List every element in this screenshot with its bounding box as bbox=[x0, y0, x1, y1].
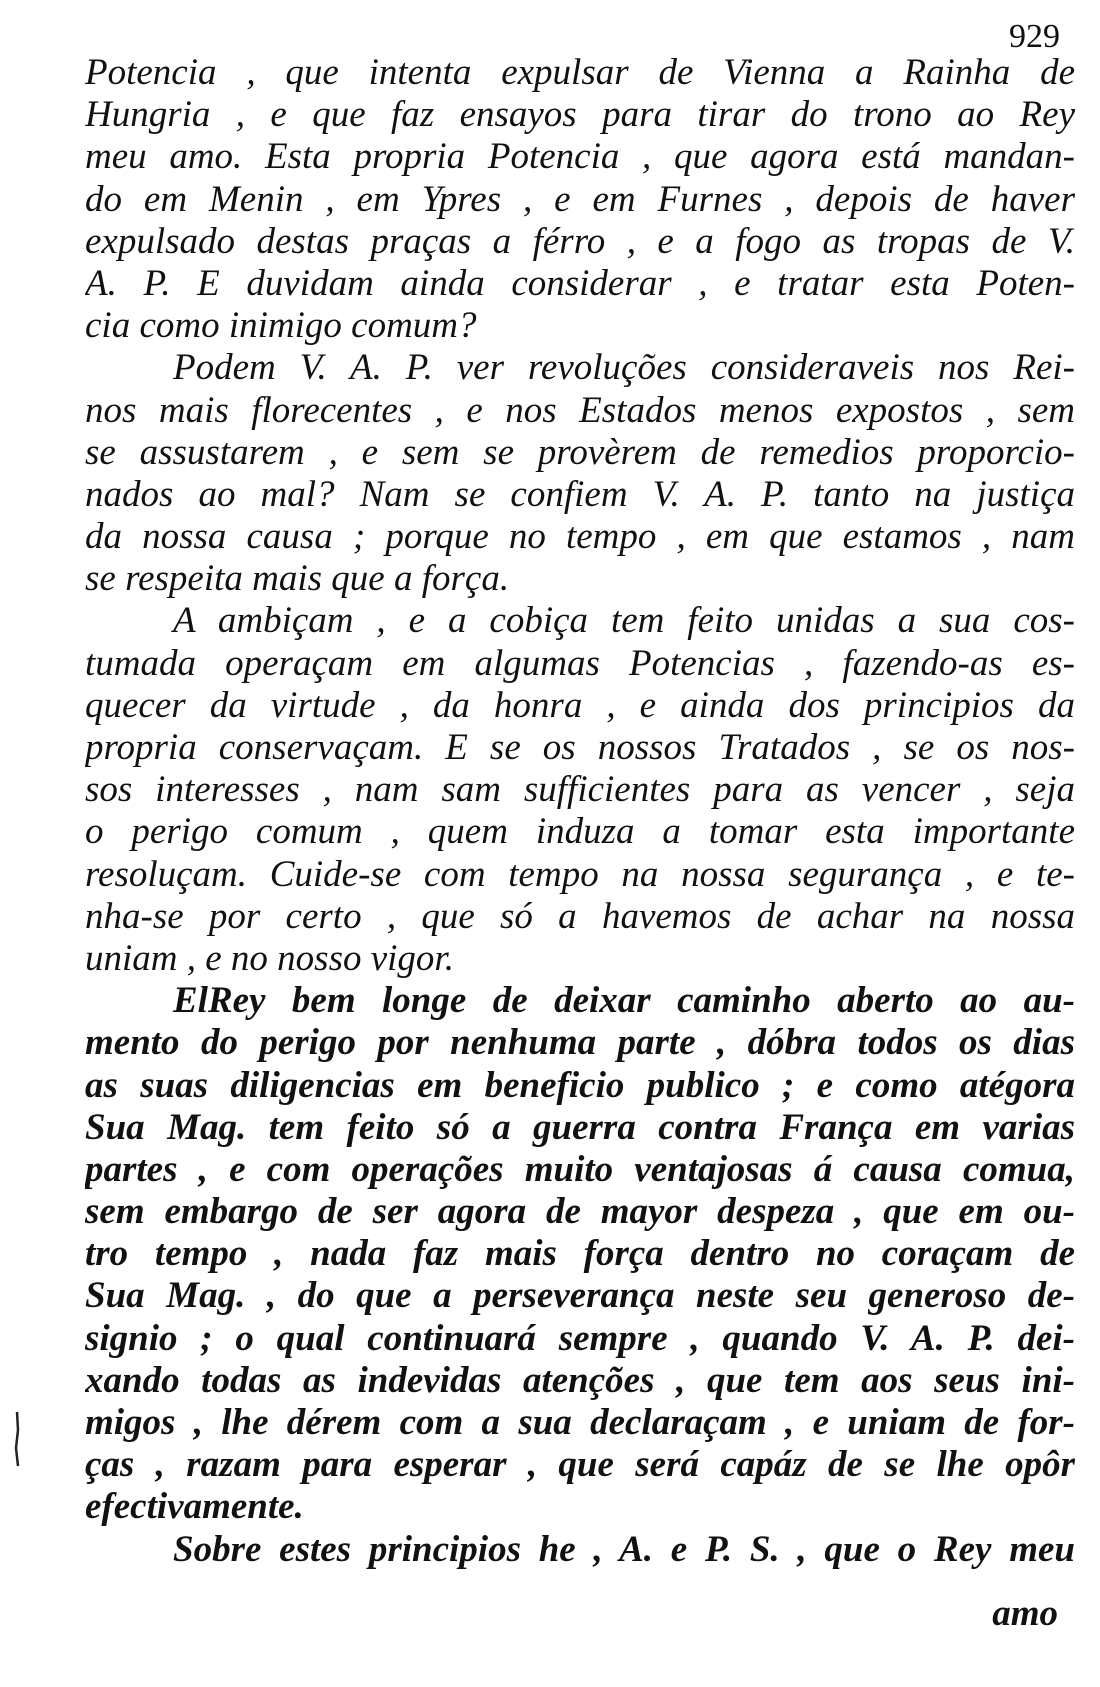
text-line: A. P. E duvidam ainda considerar , e tratar esta Poten- bbox=[85, 262, 1075, 304]
text-line: o perigo comum , quem induza a tomar esta importante bbox=[85, 811, 1075, 853]
text-line: expulsado destas praças a férro , e a fogo as tropas de V. bbox=[85, 220, 1075, 262]
text-line: resoluçam. Cuide-se com tempo na nossa segurança , e te- bbox=[85, 853, 1075, 895]
text-line: Sobre estes principios he , A. e P. S. , que o Rey meu bbox=[173, 1528, 1075, 1570]
text-line: as suas diligencias em beneficio publico ; e como atégora bbox=[85, 1064, 1075, 1106]
text-line: da nossa causa ; porque no tempo , em que estamos , nam bbox=[85, 516, 1075, 558]
text-line: tumada operaçam em algumas Potencias , fazendo-as es- bbox=[85, 642, 1075, 684]
text-line: partes , e com operações muito ventajosas á causa comua, bbox=[85, 1148, 1075, 1190]
text-line: Podem V. A. P. ver revoluções consideraveis nos Rei- bbox=[173, 347, 1075, 389]
text-line: mento do perigo por nenhuma parte , dóbra todos os dias bbox=[85, 1022, 1075, 1064]
text-line: nha-se por certo , que só a havemos de achar na nossa bbox=[85, 895, 1075, 937]
page-number: 929 bbox=[1009, 18, 1060, 55]
text-line: sos interesses , nam sam sufficientes para as vencer , seja bbox=[85, 769, 1075, 811]
text-line: nados ao mal? Nam se confiem V. A. P. tanto na justiça bbox=[85, 473, 1075, 515]
text-line: xando todas as indevidas atenções , que tem aos seus ini- bbox=[85, 1359, 1075, 1401]
body-text bbox=[85, 52, 1075, 1571]
text-line: nos mais florecentes , e nos Estados menos expostos , sem bbox=[85, 389, 1075, 431]
text-line: se respeita mais que a força. bbox=[85, 558, 510, 600]
text-line: quecer da virtude , da honra , e ainda dos principios da bbox=[85, 684, 1075, 726]
text-line: migos , lhe dérem com a sua declaraçam , e uniam de for- bbox=[85, 1402, 1075, 1443]
text-line: cia como inimigo comum? bbox=[85, 305, 477, 347]
text-line: Sua Mag. tem feito só a guerra contra França em varias bbox=[85, 1106, 1075, 1148]
text-line: uniam , e no nosso vigor. bbox=[85, 937, 454, 979]
text-line: Potencia , que intenta expulsar de Vienna a Rainha de bbox=[85, 52, 1075, 93]
catchword: amo bbox=[992, 1593, 1058, 1634]
text-line: ças , razam para esperar , que será capáz de se lhe opôr bbox=[85, 1444, 1075, 1486]
text-line: efectivamente. bbox=[85, 1486, 304, 1528]
text-line: A ambiçam , e a cobiça tem feito unidas a sua cos- bbox=[173, 600, 1075, 642]
text-line: sem embargo de ser agora de mayor despeza , que em ou- bbox=[85, 1191, 1075, 1233]
text-line: Sua Mag. , do que a perseverança neste seu generoso de- bbox=[85, 1275, 1075, 1317]
text-line: tro tempo , nada faz mais força dentro no coraçam de bbox=[85, 1233, 1075, 1275]
text-line: do em Menin , em Ypres , e em Furnes , depois de haver bbox=[85, 178, 1075, 220]
text-line: propria conservaçam. E se os nossos Tratados , se os nos- bbox=[85, 727, 1075, 768]
text-line: Hungria , e que faz ensayos para tirar do trono ao Rey bbox=[85, 94, 1075, 136]
text-line: signio ; o qual continuará sempre , quando V. A. P. dei- bbox=[85, 1317, 1075, 1359]
margin-mark-icon bbox=[12, 1410, 22, 1470]
text-line: meu amo. Esta propria Potencia , que agora está mandan- bbox=[85, 136, 1075, 178]
text-line: se assustarem , e sem se provèrem de remedios proporcio- bbox=[85, 431, 1075, 473]
text-line: ElRey bem longe de deixar caminho aberto ao au- bbox=[173, 980, 1075, 1022]
